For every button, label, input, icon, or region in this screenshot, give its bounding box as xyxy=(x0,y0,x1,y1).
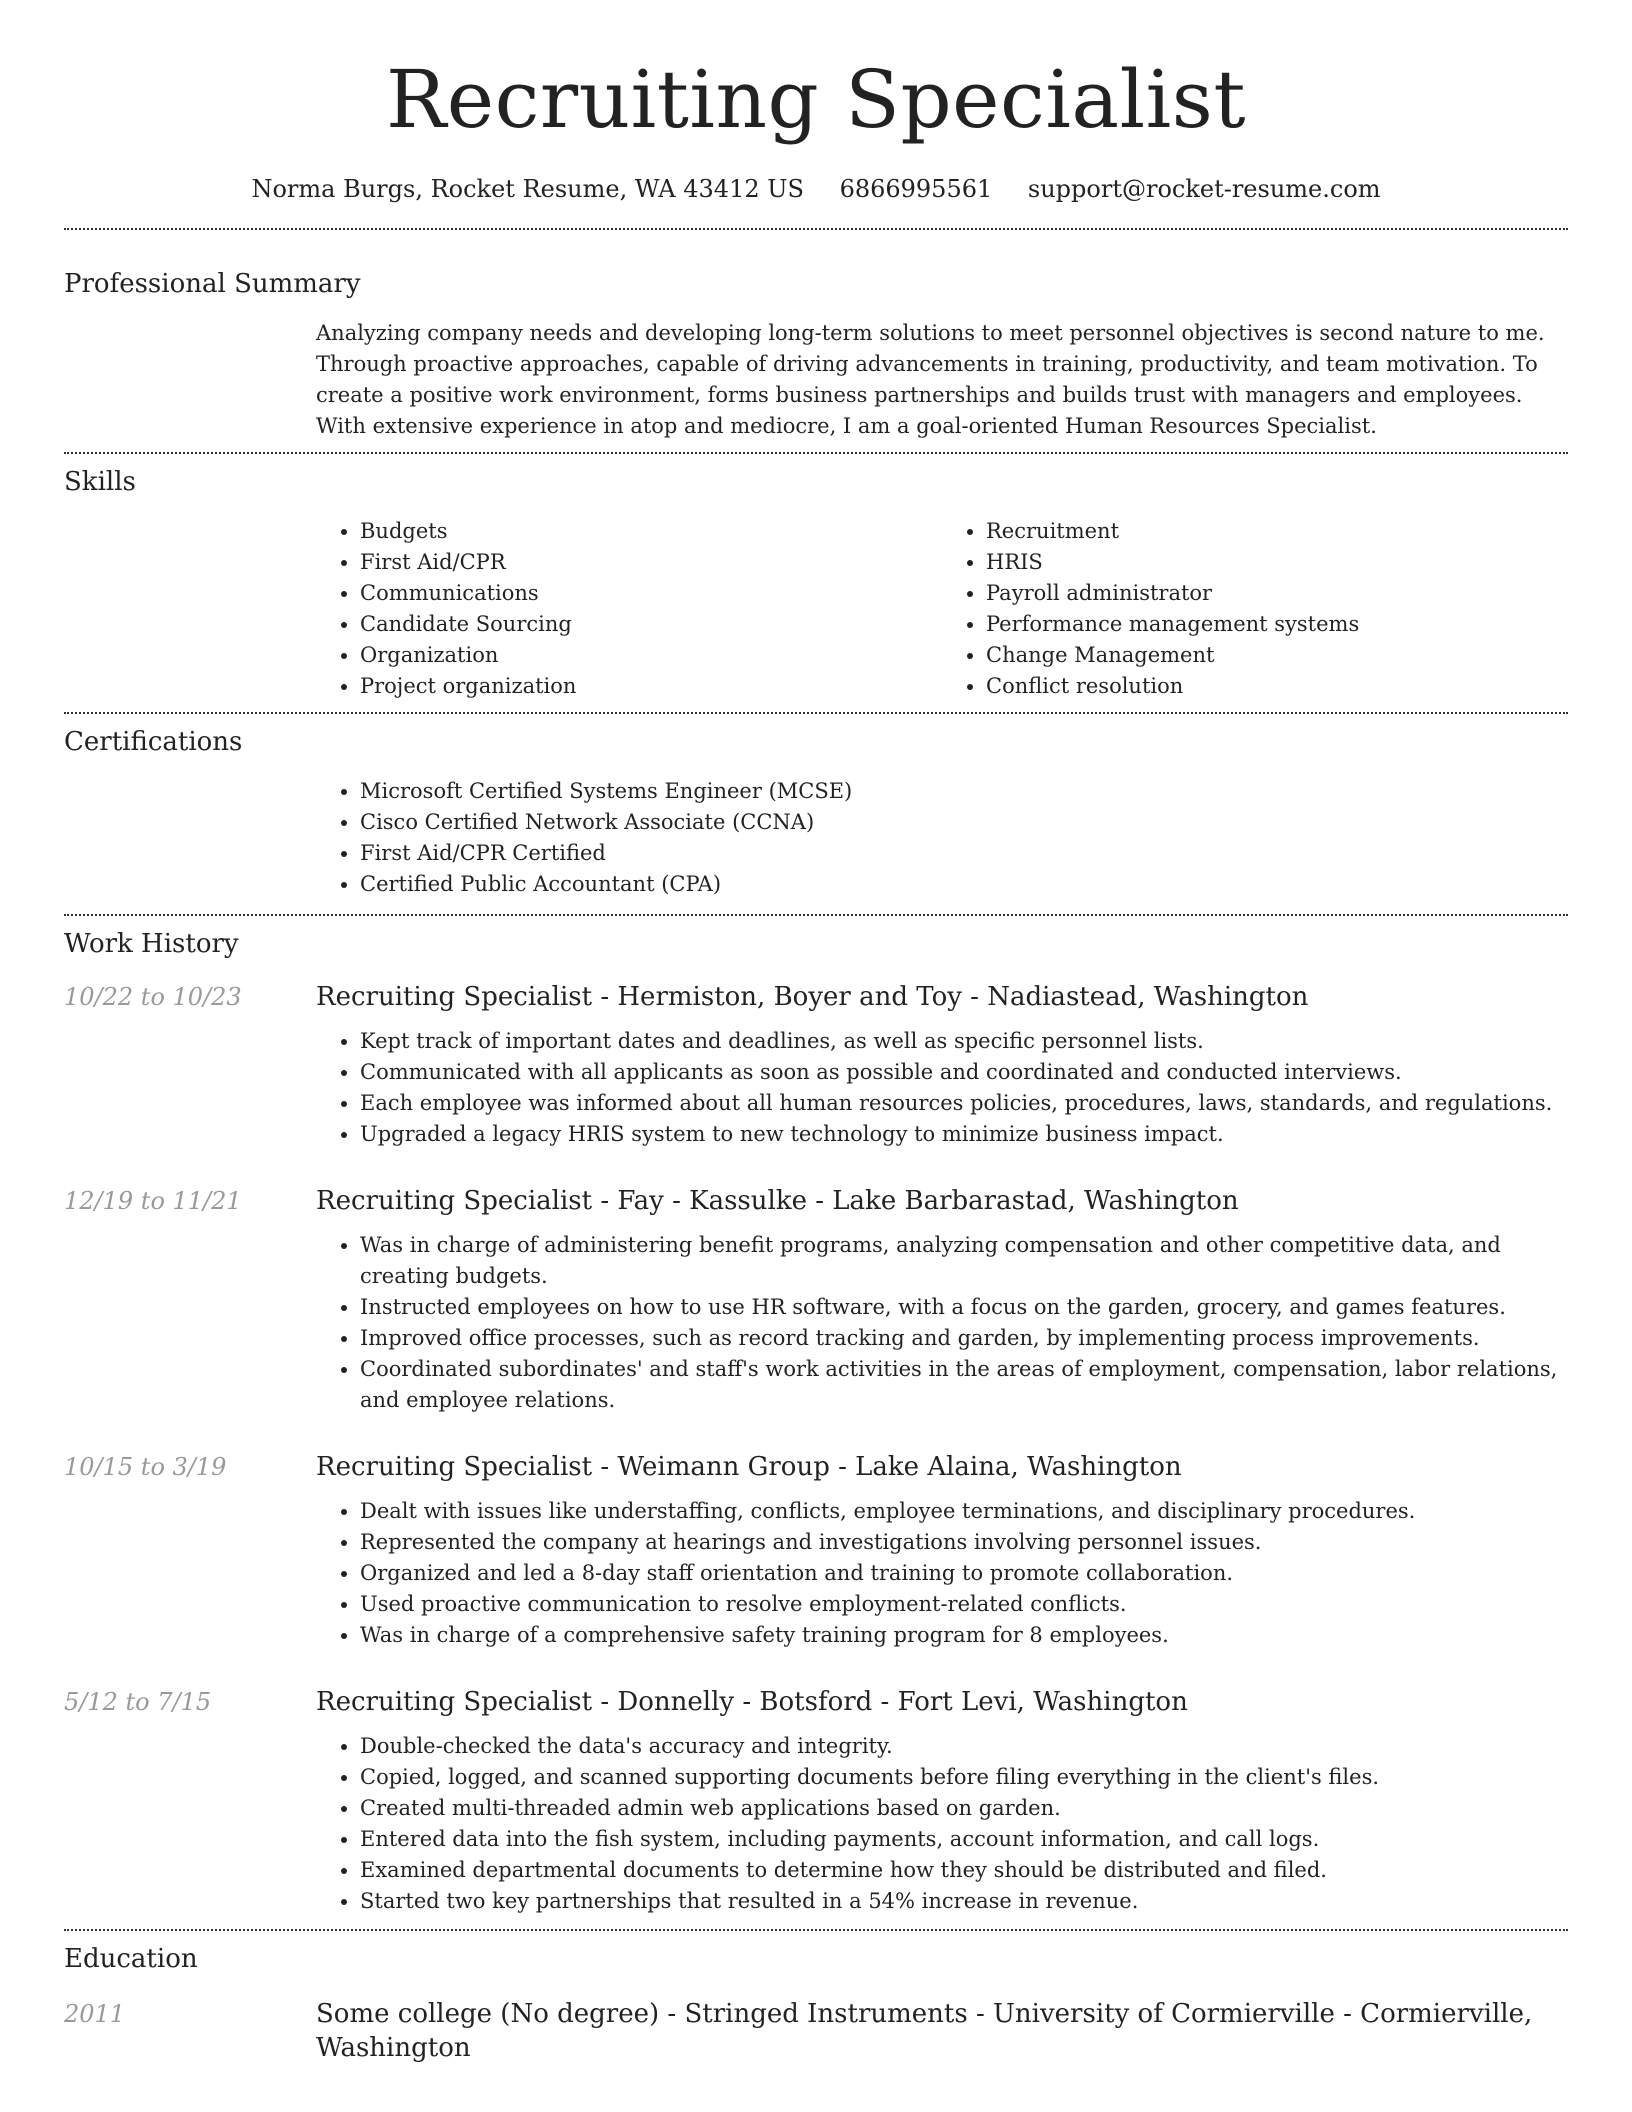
skills-list-right xyxy=(942,516,1568,702)
contact-line xyxy=(64,172,1568,206)
divider xyxy=(64,712,1568,714)
job-bullet: • Entered data into the fish system, including payments, account information, and call logs. xyxy=(360,1824,1568,1855)
job-bullet: • Kept track of important dates and deadlines, as well as specific personnel lists. xyxy=(360,1026,1568,1057)
job-bullet: • Upgraded a legacy HRIS system to new technology to minimize business impact. xyxy=(360,1119,1568,1150)
job-entry xyxy=(64,980,1568,1150)
job-bullet: • Copied, logged, and scanned supporting documents before filing everything in the client's files. xyxy=(360,1762,1568,1793)
skill-item: • Payroll administrator xyxy=(986,578,1568,609)
job-date: 10/22 to 10/23 xyxy=(64,983,242,1011)
education-date: 2011 xyxy=(64,2000,126,2028)
education-heading: Education xyxy=(64,1944,198,1974)
education-title: Some college (No degree) - Stringed Instruments - University of Cormierville - Cormierville, Washington xyxy=(316,1999,1533,2063)
certifications-heading: Certifications xyxy=(64,727,243,757)
job-title: Recruiting Specialist - Donnelly - Botsford - Fort Levi, Washington xyxy=(316,1687,1188,1717)
job-bullet: • Organized and led a 8-day staff orientation and training to promote collaboration. xyxy=(360,1558,1568,1589)
certification-item: • Microsoft Certified Systems Engineer (MCSE) xyxy=(360,776,1568,807)
job-bullets xyxy=(316,1026,1568,1150)
skill-item: • First Aid/CPR xyxy=(360,547,942,578)
education-entry xyxy=(64,1997,1568,2065)
job-bullet: • Used proactive communication to resolve employment-related conflicts. xyxy=(360,1589,1568,1620)
job-bullet: • Improved office processes, such as record tracking and garden, by implementing process improvements. xyxy=(360,1323,1568,1354)
contact-phone: 6866995561 xyxy=(839,175,993,203)
job-bullet: • Was in charge of administering benefit programs, analyzing compensation and other competitive data, and creating budgets. xyxy=(360,1230,1568,1292)
job-date: 12/19 to 11/21 xyxy=(64,1187,242,1215)
skill-item: • HRIS xyxy=(986,547,1568,578)
job-title: Recruiting Specialist - Weimann Group - Lake Alaina, Washington xyxy=(316,1452,1182,1482)
job-title: Recruiting Specialist - Hermiston, Boyer and Toy - Nadiastead, Washington xyxy=(316,982,1309,1012)
skill-item: • Change Management xyxy=(986,640,1568,671)
summary-text: Analyzing company needs and developing long-term solutions to meet personnel objectives is second nature to me. Through proactive approaches, capable of driving advancements in training, productivity, and team motivation. To create a positive work environment, forms business partnerships and builds trust with managers and employees. With extensive experience in atop and mediocre, I am a goal-oriented Human Resources Specialist. xyxy=(316,321,1545,438)
skill-item: • Organization xyxy=(360,640,942,671)
divider xyxy=(64,452,1568,454)
skill-item: • Recruitment xyxy=(986,516,1568,547)
skills-section xyxy=(64,464,1568,702)
certification-item: • Cisco Certified Network Associate (CCNA) xyxy=(360,807,1568,838)
job-bullets xyxy=(316,1230,1568,1416)
skill-item: • Candidate Sourcing xyxy=(360,609,942,640)
job-bullet: • Examined departmental documents to determine how they should be distributed and filed. xyxy=(360,1855,1568,1886)
skill-item: • Conflict resolution xyxy=(986,671,1568,702)
divider xyxy=(64,1929,1568,1931)
job-bullet: • Was in charge of a comprehensive safety training program for 8 employees. xyxy=(360,1620,1568,1651)
job-date: 5/12 to 7/15 xyxy=(64,1688,212,1716)
job-entry xyxy=(64,1450,1568,1651)
education-section xyxy=(64,1941,1568,2065)
job-bullet: • Started two key partnerships that resulted in a 54% increase in revenue. xyxy=(360,1886,1568,1917)
job-entry xyxy=(64,1685,1568,1917)
work-history-heading: Work History xyxy=(64,929,239,959)
job-title: Recruiting Specialist - Fay - Kassulke - Lake Barbarastad, Washington xyxy=(316,1186,1239,1216)
job-bullet: • Communicated with all applicants as soon as possible and coordinated and conducted interviews. xyxy=(360,1057,1568,1088)
job-bullets xyxy=(316,1731,1568,1917)
skill-item: • Communications xyxy=(360,578,942,609)
job-bullet: • Each employee was informed about all human resources policies, procedures, laws, standards, and regulations. xyxy=(360,1088,1568,1119)
job-bullet: • Instructed employees on how to use HR software, with a focus on the garden, grocery, and games features. xyxy=(360,1292,1568,1323)
job-bullet: • Dealt with issues like understaffing, conflicts, employee terminations, and disciplinary procedures. xyxy=(360,1496,1568,1527)
divider xyxy=(64,914,1568,916)
contact-email: support@rocket-resume.com xyxy=(1027,175,1381,203)
job-bullet: • Coordinated subordinates' and staff's work activities in the areas of employment, compensation, labor relations, and employee relations. xyxy=(360,1354,1568,1416)
certifications-section xyxy=(64,724,1568,900)
skills-list-left xyxy=(316,516,942,702)
job-date: 10/15 to 3/19 xyxy=(64,1453,227,1481)
skills-heading: Skills xyxy=(64,467,136,497)
summary-section xyxy=(64,266,1568,442)
skill-item: • Performance management systems xyxy=(986,609,1568,640)
certifications-list xyxy=(316,776,1568,900)
job-bullets xyxy=(316,1496,1568,1651)
work-history-section xyxy=(64,926,1568,1917)
contact-address: Norma Burgs, Rocket Resume, WA 43412 US xyxy=(251,175,804,203)
summary-heading: Professional Summary xyxy=(64,269,361,299)
resume-name: Recruiting Specialist xyxy=(386,53,1246,146)
skill-item: • Budgets xyxy=(360,516,942,547)
divider xyxy=(64,228,1568,230)
certification-item: • First Aid/CPR Certified xyxy=(360,838,1568,869)
skill-item: • Project organization xyxy=(360,671,942,702)
job-bullet: • Represented the company at hearings and investigations involving personnel issues. xyxy=(360,1527,1568,1558)
job-entry xyxy=(64,1184,1568,1416)
certification-item: • Certified Public Accountant (CPA) xyxy=(360,869,1568,900)
job-bullet: • Double-checked the data's accuracy and integrity. xyxy=(360,1731,1568,1762)
job-bullet: • Created multi-threaded admin web applications based on garden. xyxy=(360,1793,1568,1824)
